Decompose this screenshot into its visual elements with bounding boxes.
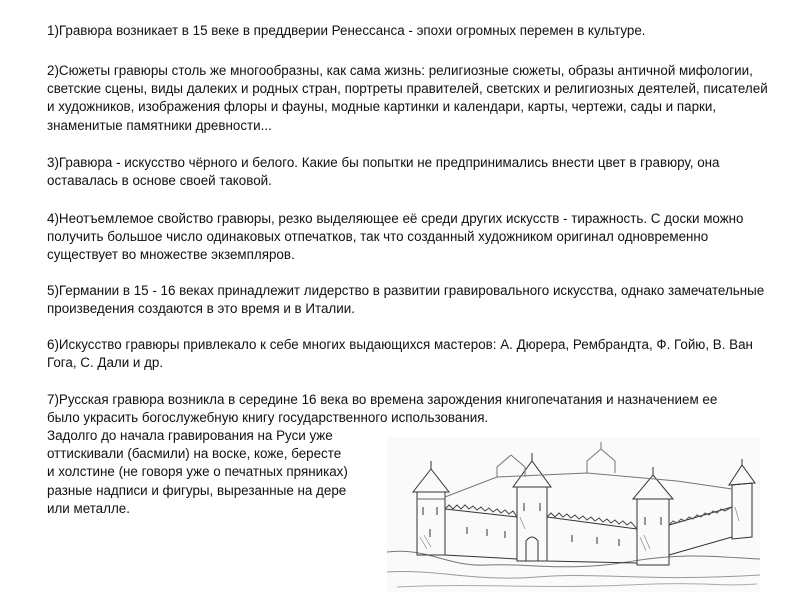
paragraph-4: 4)Неотъемлемое свойство гравюры, резко выделяющее её среди других искусств - тиражность. С доски можно получить большое число одинаковых отпечатков, так что созданный художником оригинал одновременно существует во множестве экземпляров. bbox=[47, 211, 744, 263]
paragraph-2: 2)Сюжеты гравюры столь же многообразны, как сама жизнь: религиозные сюжеты, образы античной мифологии, светские сцены, виды далеких и родных стран, портреты правителей, светских и религиозных деятелей, писателей и художников, изображения флоры и фауны, модные картинки и календари, карты, чертежи, сады и парки, знаменитые памятники древности... bbox=[47, 63, 768, 133]
paragraph-6: 6)Искусство гравюры привлекало к себе многих выдающихся мастеров: А. Дюрера, Рембрандта, Ф. Гойю, В. Ван Гога, С. Дали и др. bbox=[47, 337, 753, 371]
paragraph-7: 7)Русская гравюра возникла в середине 16 века во времена зарождения книгопечатания и назначением ее было украсить богослужебную книгу государственного использования. bbox=[47, 392, 718, 426]
paragraph-5: 5)Германии в 15 - 16 веках принадлежит лидерство в развитии гравировального искусства, однако замечательные произведения создаются в это время и в Италии. bbox=[47, 283, 765, 317]
paragraph-7-continuation: Задолго до начала гравирования на Руси уже оттискивали (басмили) на воске, коже, бересте и холстине (не говоря уже о печатных пряниках) разные надписи и фигуры, вырезанные на дере или металле. bbox=[47, 428, 348, 516]
paragraph-1: 1)Гравюра возникает в 15 веке в преддверии Ренессанса - эпохи огромных перемен в культуре. bbox=[47, 23, 646, 38]
fortress-engraving-icon bbox=[387, 437, 760, 592]
paragraph-3: 3)Гравюра - искусство чёрного и белого. Какие бы попытки не предпринимались внести цвет в гравюру, она оставалась в основе своей таковой. bbox=[47, 155, 720, 189]
